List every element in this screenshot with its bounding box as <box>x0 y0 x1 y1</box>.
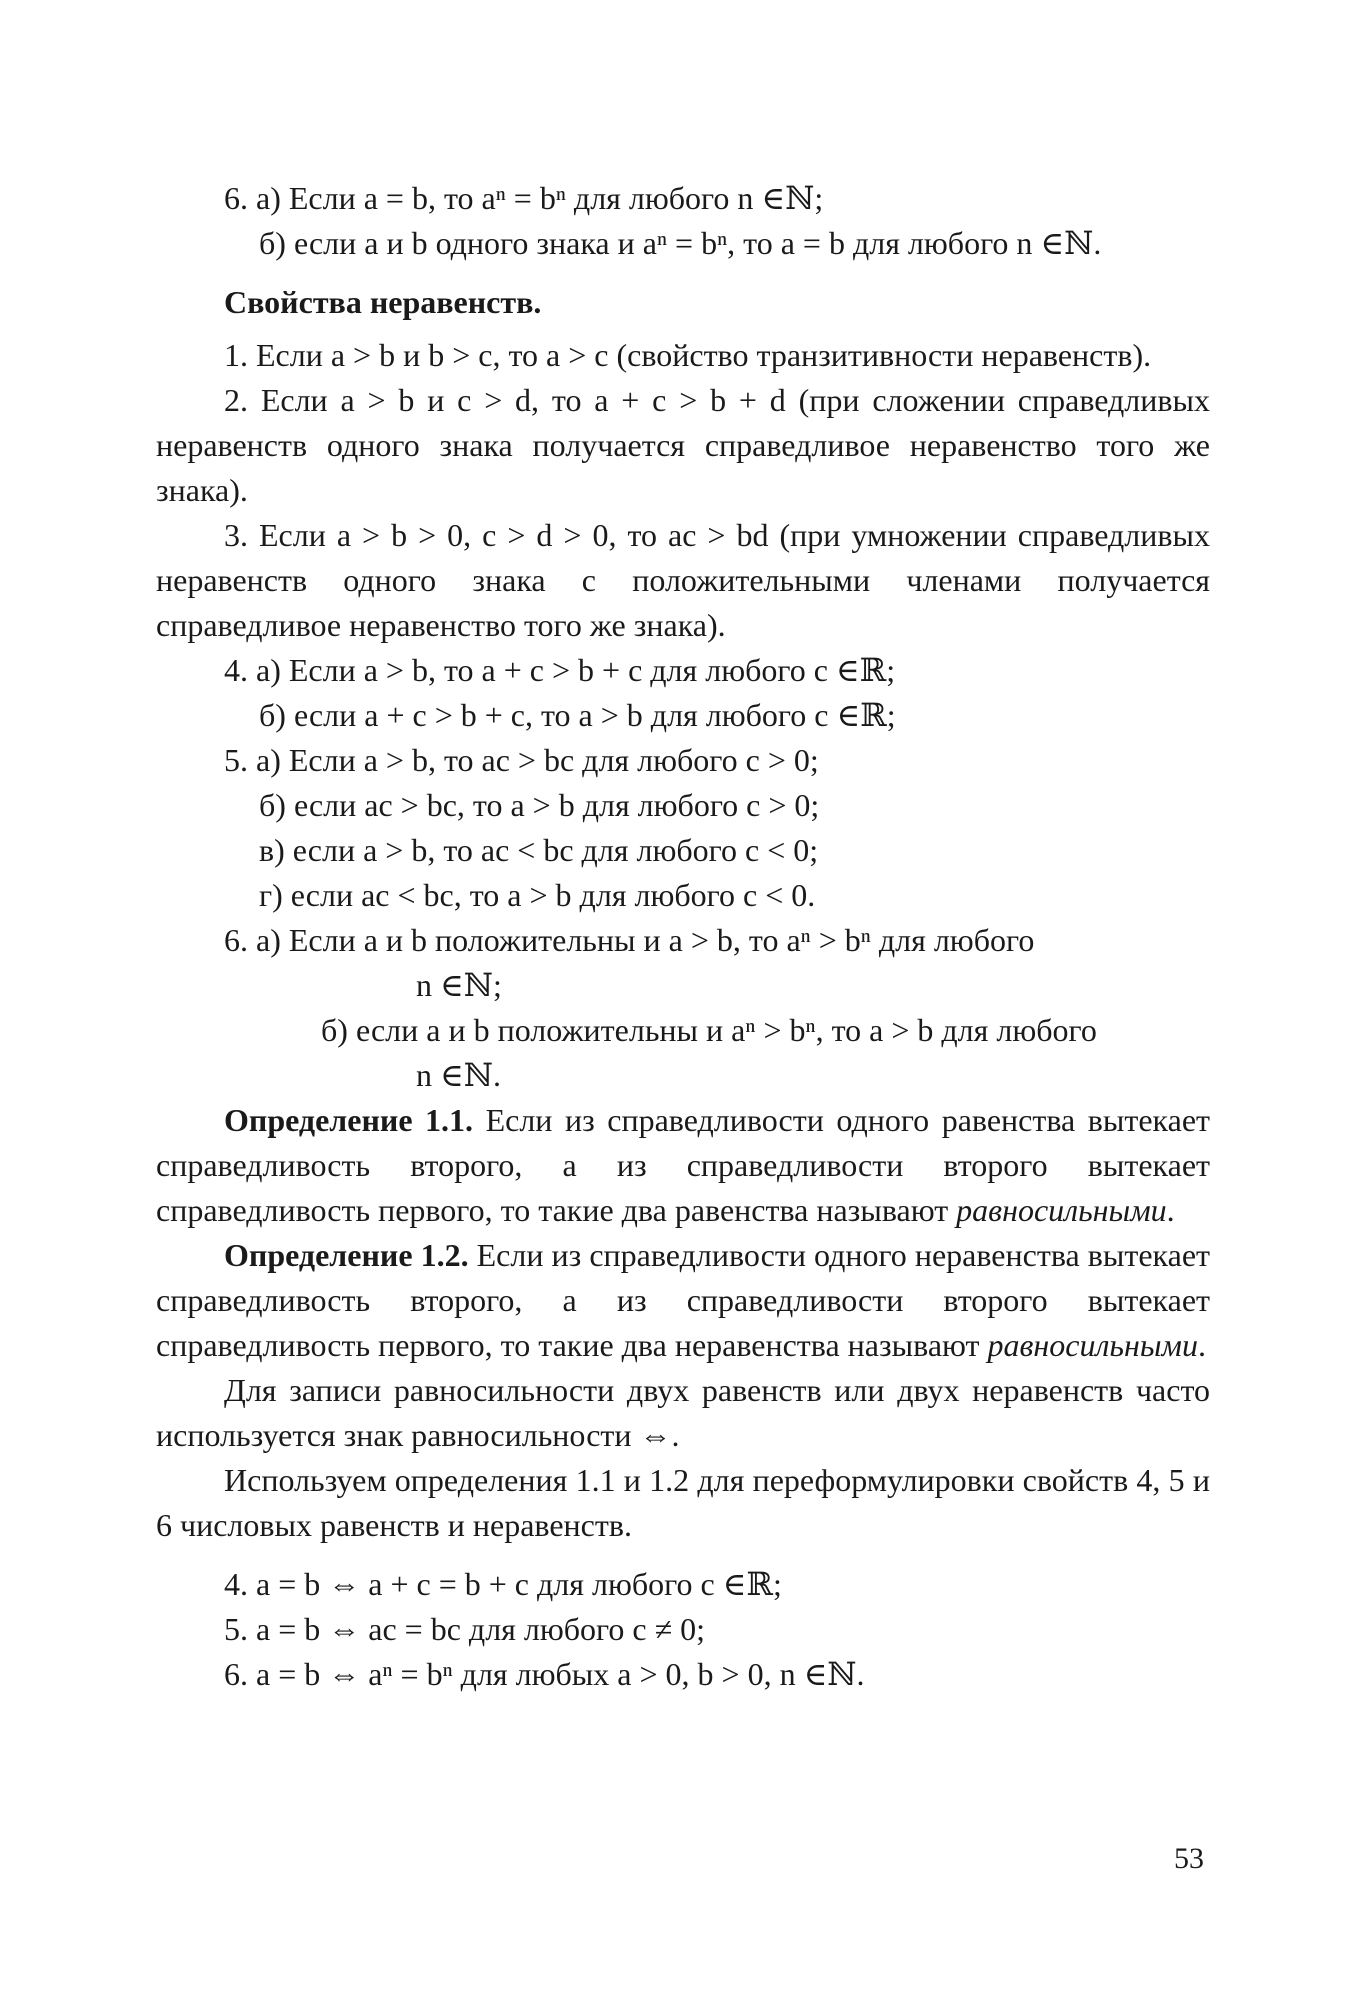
reformulated-6: 6. a = b ⇔ aⁿ = bⁿ для любых a > 0, b > 0, n ∈ℕ. <box>224 1656 865 1692</box>
definition-1-1-end: . <box>1166 1192 1175 1228</box>
equivalence-sign-note: Для записи равносильности двух равенств или двух неравенств часто используется знак равносильности ⇔. <box>156 1372 1210 1453</box>
property-6a: 6. а) Если a = b, то aⁿ = bⁿ для любого n ∈ℕ; <box>224 180 824 216</box>
reformulated-4: 4. a = b ⇔ a + c = b + c для любого c ∈ℝ; <box>224 1566 782 1602</box>
inequality-2: 2. Если a > b и c > d, то a + c > b + d (при сложении справедливых неравенств одного знака получается справедливое неравенство того же знака). <box>156 382 1210 508</box>
definition-1-1 <box>156 1098 1210 1233</box>
inequality-1: 1. Если a > b и b > c, то a > c (свойство транзитивности неравенств). <box>224 337 1152 373</box>
inequality-4b: б) если a + c > b + c, то a > b для любого c ∈ℝ; <box>259 697 896 733</box>
definition-1-2-end: . <box>1197 1327 1206 1363</box>
inequality-6a: 6. а) Если a и b положительны и a > b, то aⁿ > bⁿ для любого <box>224 922 1035 958</box>
definition-1-1-text: Если из справедливости одного равенства вытекает справедливость второго, а из справедливости второго вытекает справедливость первого, то такие два равенства называют <box>156 1102 1211 1228</box>
page-number: 53 <box>1174 1842 1204 1875</box>
definition-1-2-text: Если из справедливости одного неравенства вытекает справедливость второго, а из справедливости второго вытекает справедливость первого, то такие два неравенства называют <box>156 1237 1210 1363</box>
definition-1-1-term: равносильными <box>956 1192 1167 1228</box>
inequality-6b-cont: n ∈ℕ. <box>416 1057 501 1093</box>
definition-1-2 <box>156 1233 1210 1368</box>
inequality-6b: б) если a и b положительны и aⁿ > bⁿ, то a > b для любого <box>321 1012 1097 1048</box>
inequality-4a: 4. а) Если a > b, то a + c > b + c для любого c ∈ℝ; <box>224 652 896 688</box>
section-heading: Свойства неравенств. <box>224 284 542 320</box>
inequality-6a-cont: n ∈ℕ; <box>416 967 502 1003</box>
definition-1-2-term: равносильными <box>987 1327 1198 1363</box>
definition-1-1-label: Определение 1.1. <box>224 1102 474 1138</box>
reformulation-intro: Используем определения 1.1 и 1.2 для переформулировки свойств 4, 5 и 6 числовых равенств и неравенств. <box>156 1462 1210 1543</box>
inequality-5a: 5. а) Если a > b, то ac > bc для любого c > 0; <box>224 742 819 778</box>
reformulated-5: 5. a = b ⇔ ac = bc для любого c ≠ 0; <box>224 1611 706 1647</box>
property-6b: б) если a и b одного знака и aⁿ = bⁿ, то a = b для любого n ∈ℕ. <box>259 225 1102 261</box>
inequality-5c: в) если a > b, то ac < bc для любого c < 0; <box>259 832 819 868</box>
definition-1-2-label: Определение 1.2. <box>224 1237 469 1273</box>
page-body <box>156 176 1210 1697</box>
inequality-3: 3. Если a > b > 0, c > d > 0, то ac > bd (при умножении справедливых неравенств одного знака с положительными членами получается справедливое неравенство того же знака). <box>156 517 1210 643</box>
inequality-5d: г) если ac < bc, то a > b для любого c < 0. <box>259 877 816 913</box>
inequality-5b: б) если ac > bc, то a > b для любого c > 0; <box>259 787 820 823</box>
